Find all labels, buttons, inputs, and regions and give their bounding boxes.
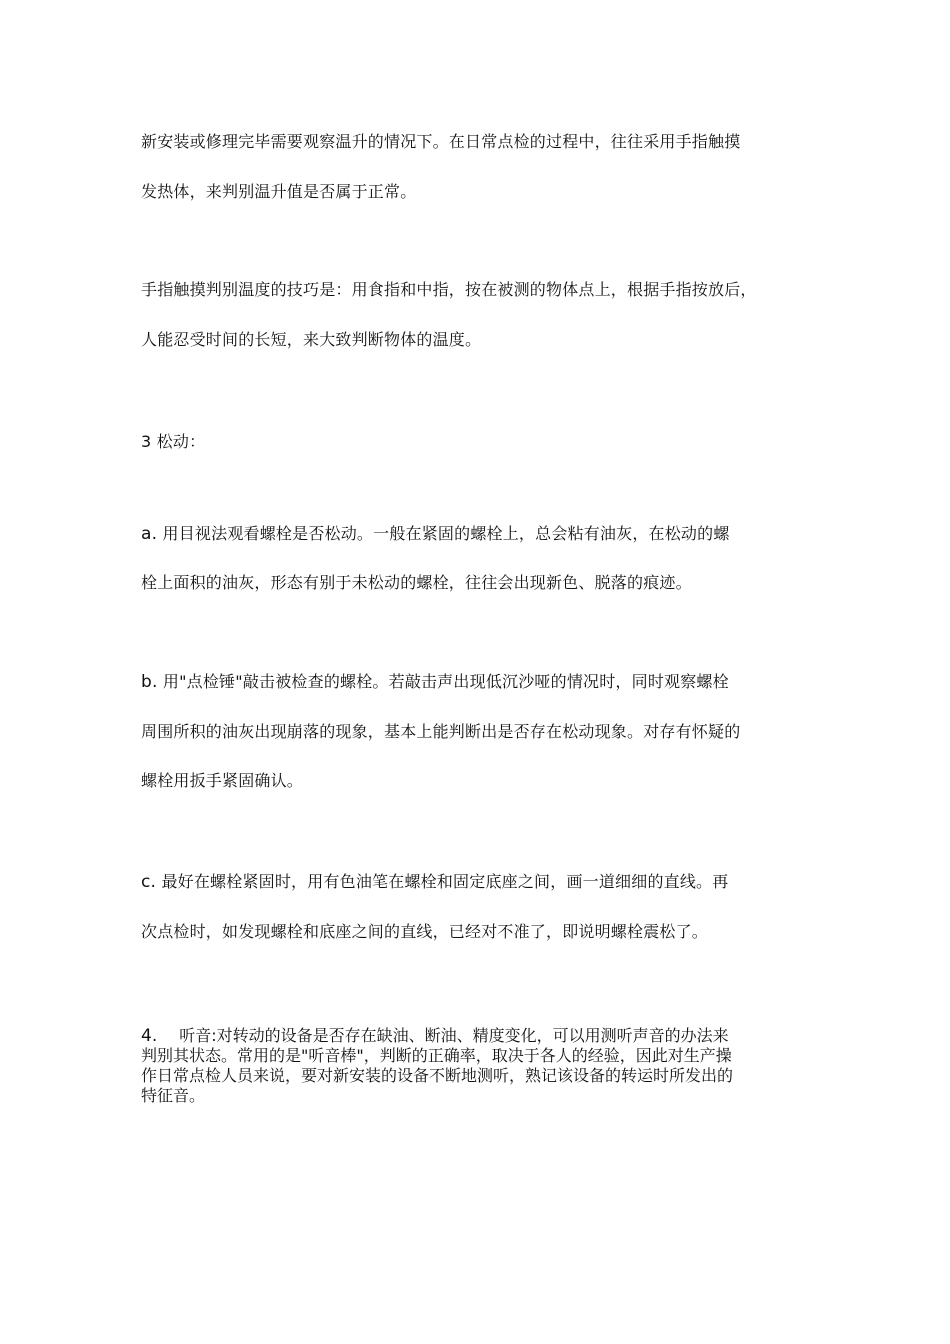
section-4-line-2: 判别其状态。常用的是"听音棒"，判断的正确率，取决于各人的经验，因此对生产操 (141, 1046, 732, 1065)
item-a-line-2: 栓上面积的油灰，形态有别于未松动的螺栓，往往会出现新色、脱落的痕迹。 (141, 573, 692, 592)
section-4-marker: 4. (141, 1026, 158, 1046)
item-c-marker: c. (141, 872, 157, 892)
paragraph-1-line-1: 新安装或修理完毕需要观察温升的情况下。在日常点检的过程中，往往采用手指触摸 (141, 132, 741, 151)
item-b-text-1: 用"点检锤"敲击被检查的螺栓。若敲击声出现低沉沙哑的情况时，同时观察螺栓 (157, 672, 729, 691)
paragraph-2-line-2: 人能忍受时间的长短，来大致判断物体的温度。 (141, 330, 482, 349)
section-4-line-3: 作日常点检人员来说，要对新安装的设备不断地测听，熟记该设备的转运时所发出的 (141, 1066, 734, 1085)
section-4-line-4: 特征音。 (141, 1086, 206, 1105)
section-3-heading: 3 松动： (141, 432, 206, 451)
item-c-text-1: 最好在螺栓紧固时，用有色油笔在螺栓和固定底座之间，画一道细细的直线。再 (156, 872, 729, 891)
item-b-marker: b. (141, 672, 158, 692)
item-b-line-1 (141, 672, 821, 692)
item-a-line-1 (141, 524, 821, 544)
item-a-text-1: 用目视法观看螺栓是否松动。一般在紧固的螺栓上，总会粘有油灰，在松动的螺 (157, 524, 730, 543)
paragraph-2-line-1: 手指触摸判别温度的技巧是：用食指和中指，按在被测的物体点上，根据手指按放后， (141, 280, 757, 299)
item-c-line-1 (141, 872, 821, 892)
section-4-text-1: 听音:对转动的设备是否存在缺油、断油、精度变化，可以用测听声音的办法来 (179, 1026, 729, 1045)
item-a-marker: a. (141, 524, 158, 544)
paragraph-1-line-2: 发热体，来判别温升值是否属于正常。 (141, 182, 417, 201)
item-b-line-2: 周围所积的油灰出现崩落的现象，基本上能判断出是否存在松动现象。对存有怀疑的 (141, 722, 741, 741)
item-c-line-2: 次点检时，如发现螺栓和底座之间的直线，已经对不准了，即说明螺栓震松了。 (141, 922, 709, 941)
section-4-line-1 (141, 1026, 813, 1046)
item-b-line-3: 螺栓用扳手紧固确认。 (141, 771, 304, 790)
section-4-paragraph (141, 1026, 813, 1106)
